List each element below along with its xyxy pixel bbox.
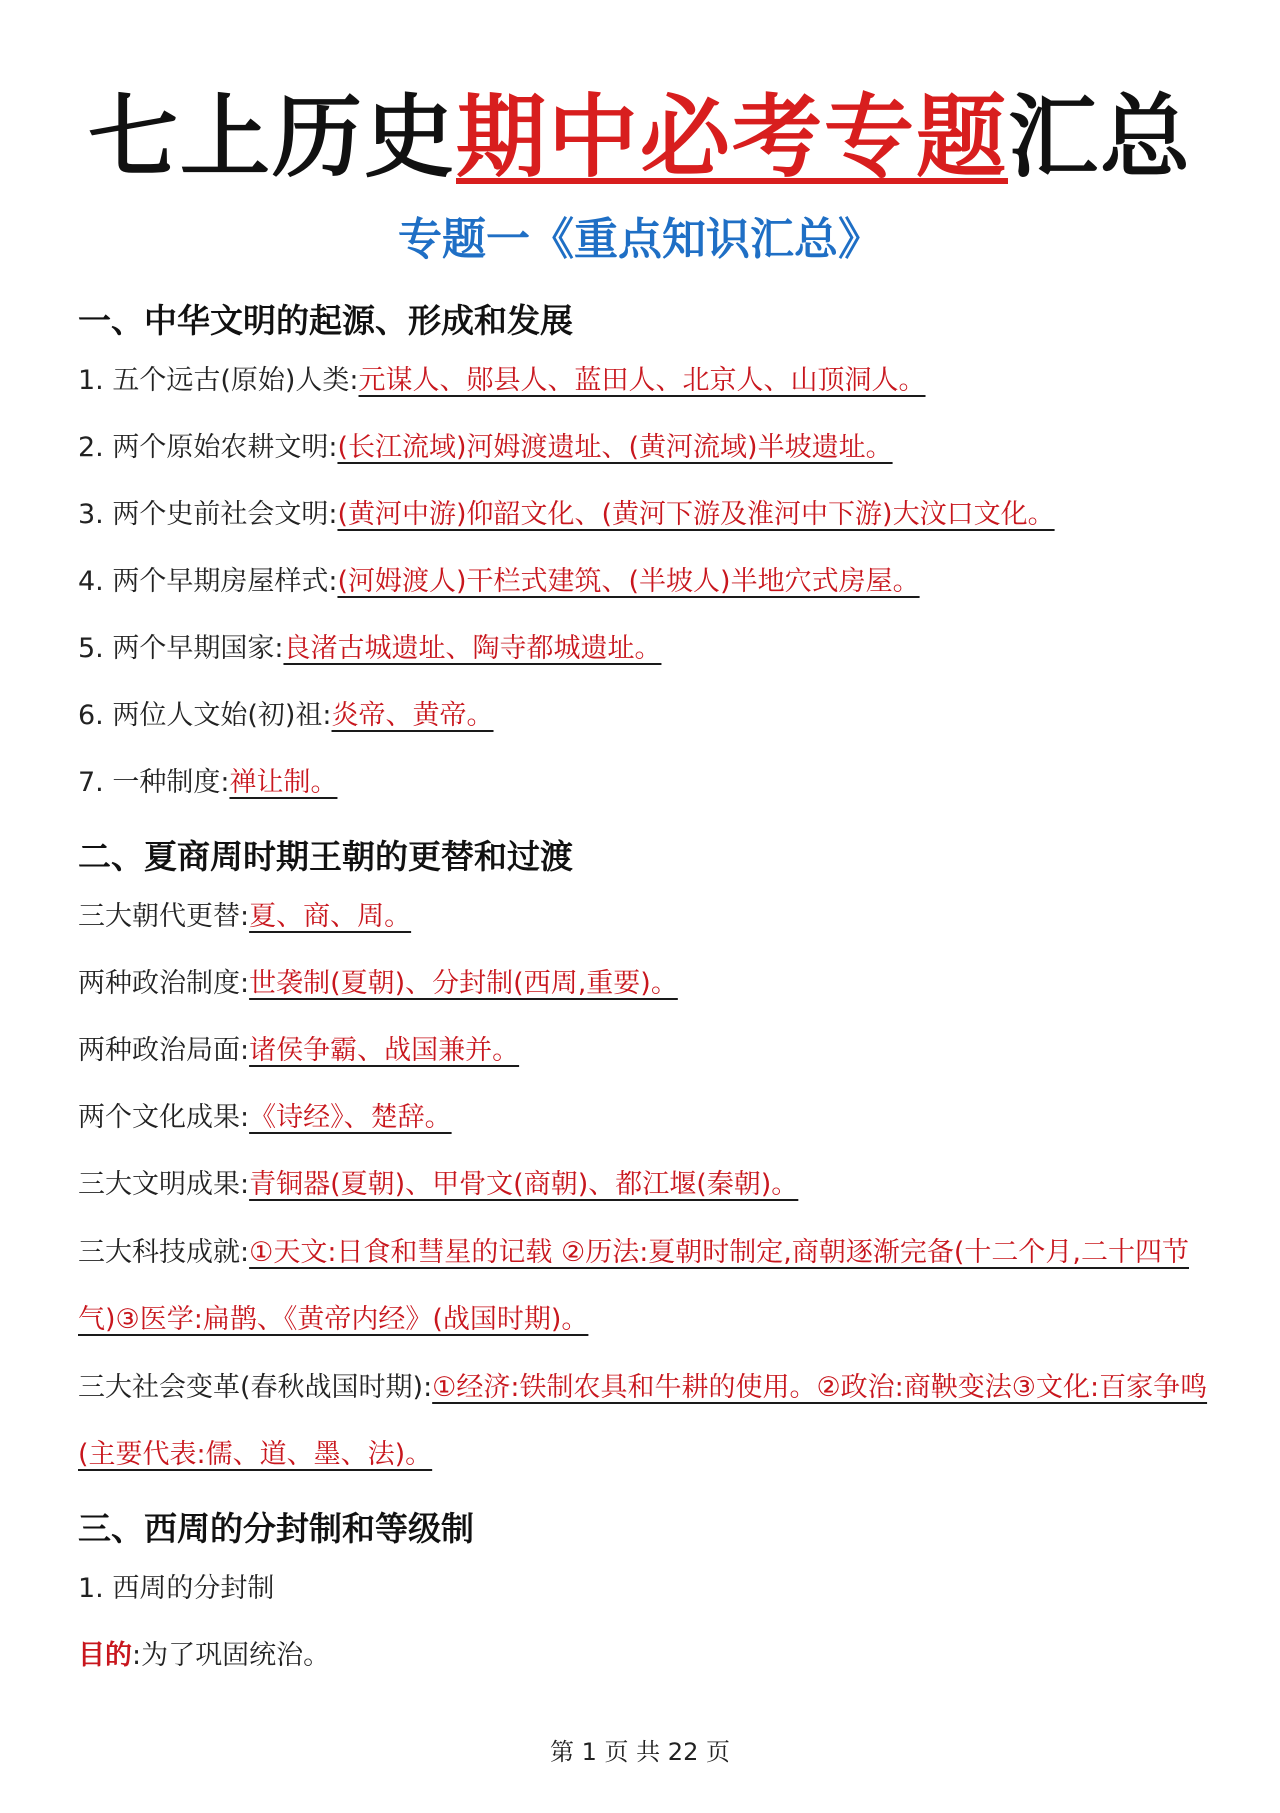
section-heading: 一、中华文明的起源、形成和发展 — [78, 301, 573, 340]
list-item: 三大文明成果:青铜器(夏朝)、甲骨文(商朝)、都江堰(秦朝)。 — [78, 1169, 799, 1200]
list-item: 三大科技成就:①天文:日食和彗星的记载 ②历法:夏朝时制定,商朝逐渐完备(十二个月,二十四节气)③医学:扁鹊、《黄帝内经》(战国时期)。 — [78, 1237, 1189, 1335]
section-heading: 二、夏商周时期王朝的更替和过渡 — [78, 837, 573, 876]
list-item: 4. 两个早期房屋样式:(河姆渡人)干栏式建筑、(半坡人)半地穴式房屋。 — [78, 566, 920, 597]
list-item: 目的:为了巩固统治。 — [78, 1640, 331, 1671]
list-item: 2. 两个原始农耕文明:(长江流域)河姆渡遗址、(黄河流域)半坡遗址。 — [78, 432, 893, 463]
list-item: 两种政治局面:诸侯争霸、战国兼并。 — [78, 1035, 520, 1066]
list-item: 1. 西周的分封制 — [78, 1573, 275, 1604]
section-heading: 三、西周的分封制和等级制 — [78, 1509, 474, 1548]
page-footer: 第 1 页 共 22 页 — [550, 1738, 730, 1766]
list-item: 7. 一种制度:禅让制。 — [78, 767, 338, 798]
list-item: 3. 两个史前社会文明:(黄河中游)仰韶文化、(黄河下游及淮河中下游)大汶口文化。 — [78, 499, 1055, 530]
page-title — [0, 78, 1280, 198]
page-subtitle: 专题一《重点知识汇总》 — [398, 214, 882, 265]
list-item: 1. 五个远古(原始)人类:元谋人、郧县人、蓝田人、北京人、山顶洞人。 — [78, 365, 926, 396]
content-body — [78, 296, 1218, 1705]
title-pre: 七上历史 — [88, 85, 456, 190]
title-post: 汇总 — [1008, 85, 1192, 190]
list-item: 三大朝代更替:夏、商、周。 — [78, 901, 412, 932]
list-item: 两个文化成果:《诗经》、楚辞。 — [78, 1102, 452, 1133]
list-item: 6. 两位人文始(初)祖:炎帝、黄帝。 — [78, 700, 494, 731]
list-item: 三大社会变革(春秋战国时期):①经济:铁制农具和牛耕的使用。②政治:商鞅变法③文化:百家争鸣(主要代表:儒、道、墨、法)。 — [78, 1372, 1208, 1470]
list-item: 5. 两个早期国家:良渚古城遗址、陶寺都城遗址。 — [78, 633, 662, 664]
list-item: 两种政治制度:世袭制(夏朝)、分封制(西周,重要)。 — [78, 968, 678, 999]
title-highlight: 期中必考专题 — [456, 85, 1008, 190]
